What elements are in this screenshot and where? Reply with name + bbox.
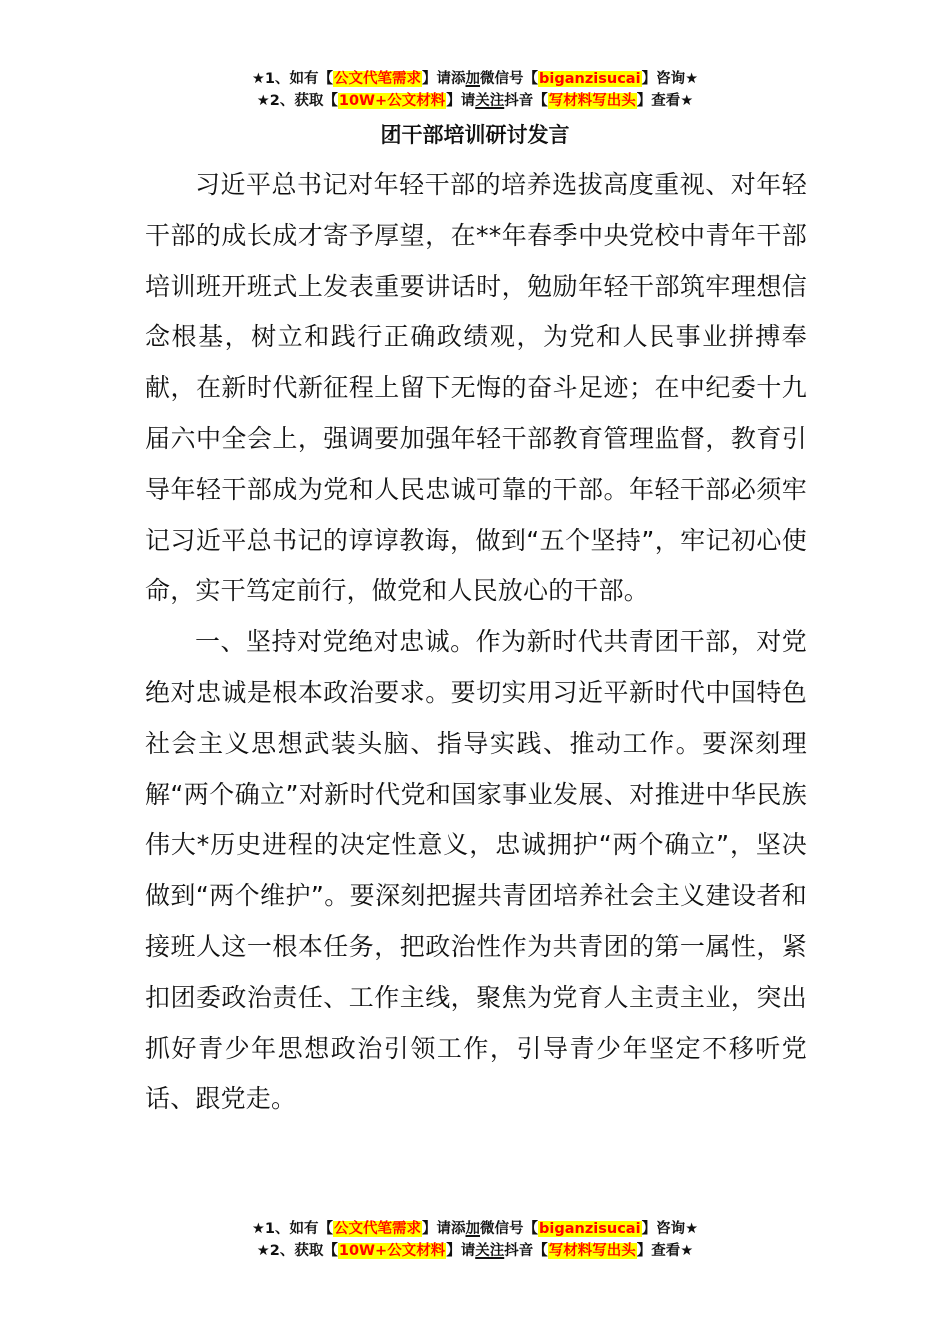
notice-underline: 加: [465, 71, 481, 87]
document-title: 团干部培训研讨发言: [380, 123, 570, 147]
notice-text: 抖音【: [504, 1243, 548, 1259]
notice-text: 微信号【: [480, 71, 539, 87]
notice-text: 】请: [446, 93, 476, 109]
notice-highlight: biganzisucai: [539, 71, 641, 87]
notice-underline: 关注: [475, 93, 505, 109]
notice-text: ★1、如有【: [251, 1221, 334, 1237]
notice-highlight: 写材料写出头: [548, 1243, 636, 1259]
header-notice: [0, 68, 950, 112]
notice-text: 】请添: [422, 1221, 466, 1237]
notice-text: 抖音【: [504, 93, 548, 109]
notice-text: ★2、获取【: [256, 93, 338, 109]
notice-highlight: biganzisucai: [539, 1221, 641, 1237]
notice-text: 微信号【: [480, 1221, 539, 1237]
document-body: [145, 160, 807, 1125]
notice-line-1: [0, 68, 950, 90]
notice-line-2: [0, 90, 950, 112]
notice-underline: 关注: [475, 1243, 505, 1259]
notice-highlight: 公文代笔需求: [334, 71, 422, 87]
notice-line-1: [0, 1218, 950, 1240]
notice-highlight: 10W+公文材料: [338, 1243, 446, 1259]
notice-text: ★2、获取【: [256, 1243, 338, 1259]
notice-text: 】查看★: [636, 1243, 694, 1259]
notice-highlight: 写材料写出头: [548, 93, 636, 109]
paragraph-section-one: 一、坚持对党绝对忠诚。作为新时代共青团干部，对党绝对忠诚是根本政治要求。要切实用习近平新时代中国特色社会主义思想武装头脑、指导实践、推动工作。要深刻理解“两个确立”对新时代党和国家事业发展、对推进中华民族伟大*历史进程的决定性意义，忠诚拥护“两个确立”，坚决做到“两个维护”。要深刻把握共青团培养社会主义建设者和接班人这一根本任务，把政治性作为共青团的第一属性，紧扣团委政治责任、工作主线，聚焦为党育人主责主业，突出抓好青少年思想政治引领工作，引导青少年坚定不移听党话、跟党走。: [145, 627, 807, 1114]
notice-underline: 加: [465, 1221, 481, 1237]
notice-text: 】咨询★: [641, 71, 699, 87]
notice-line-2: [0, 1240, 950, 1262]
notice-text: 】请添: [422, 71, 466, 87]
notice-highlight: 公文代笔需求: [334, 1221, 422, 1237]
notice-text: 】查看★: [636, 93, 694, 109]
paragraph-intro: 习近平总书记对年轻干部的培养选拔高度重视、对年轻干部的成长成才寄予厚望，在**年春季中央党校中青年干部培训班开班式上发表重要讲话时，勉励年轻干部筑牢理想信念根基，树立和践行正确政绩观，为党和人民事业拼搏奉献，在新时代新征程上留下无悔的奋斗足迹；在中纪委十九届六中全会上，强调要加强年轻干部教育管理监督，教育引导年轻干部成为党和人民忠诚可靠的干部。年轻干部必须牢记习近平总书记的谆谆教诲，做到“五个坚持”，牢记初心使命，实干笃定前行，做党和人民放心的干部。: [145, 170, 807, 606]
notice-highlight: 10W+公文材料: [338, 93, 446, 109]
notice-text: ★1、如有【: [251, 71, 334, 87]
notice-text: 】咨询★: [641, 1221, 699, 1237]
notice-text: 】请: [446, 1243, 476, 1259]
footer-notice: [0, 1218, 950, 1262]
